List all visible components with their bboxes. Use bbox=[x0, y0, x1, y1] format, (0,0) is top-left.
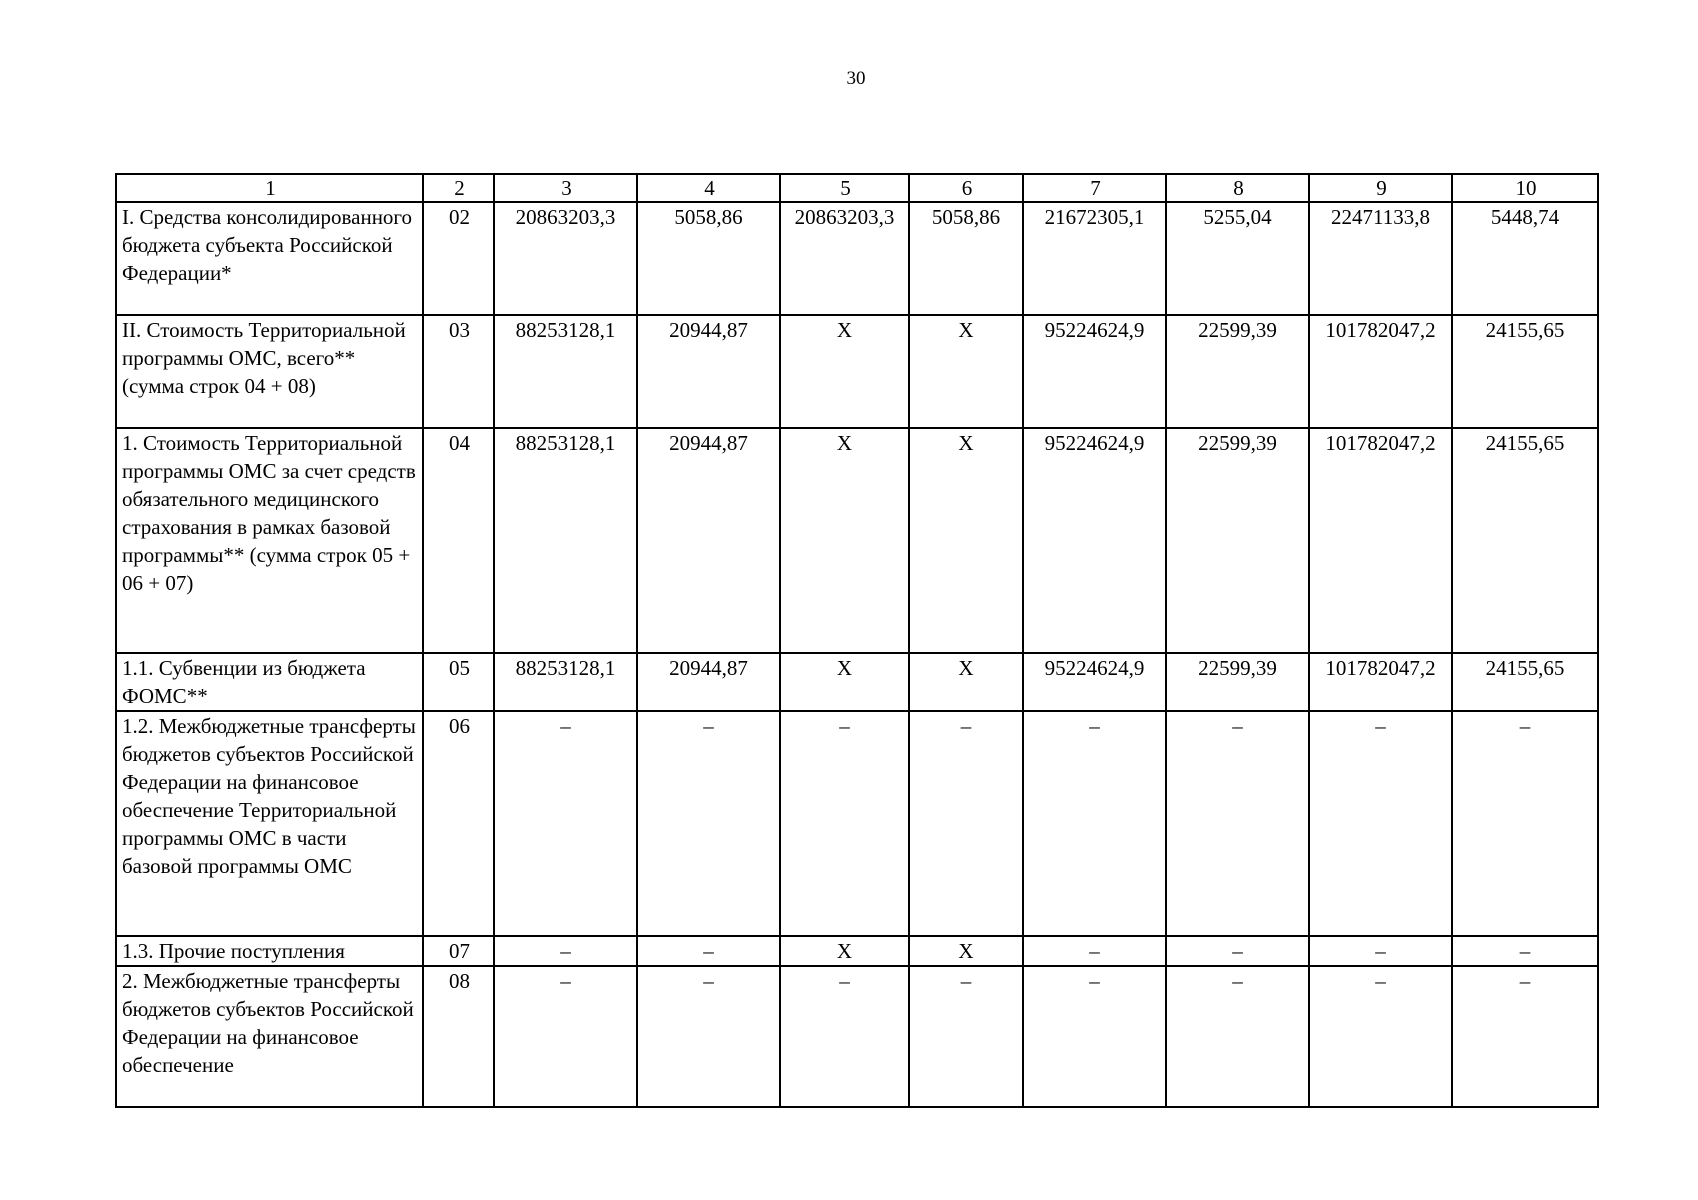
value-cell: 20944,87 bbox=[637, 315, 780, 428]
table-body bbox=[116, 174, 1598, 1107]
value-cell: – bbox=[1166, 936, 1309, 966]
column-number: 5 bbox=[780, 174, 909, 202]
value-cell: X bbox=[909, 315, 1023, 428]
row-code: 04 bbox=[423, 428, 494, 653]
value-cell: 24155,65 bbox=[1452, 428, 1598, 653]
value-cell: 20944,87 bbox=[637, 428, 780, 653]
value-cell: 22599,39 bbox=[1166, 428, 1309, 653]
value-cell: X bbox=[780, 936, 909, 966]
budget-table bbox=[115, 173, 1599, 1108]
value-cell: X bbox=[780, 653, 909, 711]
value-cell: – bbox=[1166, 711, 1309, 936]
value-cell: – bbox=[637, 966, 780, 1107]
value-cell: 22599,39 bbox=[1166, 653, 1309, 711]
value-cell: 88253128,1 bbox=[494, 315, 637, 428]
value-cell: – bbox=[1309, 711, 1452, 936]
value-cell: 5058,86 bbox=[637, 202, 780, 315]
row-name: 1.3. Прочие поступления bbox=[116, 936, 423, 966]
table-row bbox=[116, 202, 1598, 315]
table-row bbox=[116, 711, 1598, 936]
value-cell: – bbox=[1023, 966, 1166, 1107]
column-number: 6 bbox=[909, 174, 1023, 202]
value-cell: 101782047,2 bbox=[1309, 653, 1452, 711]
value-cell: 20944,87 bbox=[637, 653, 780, 711]
value-cell: X bbox=[909, 428, 1023, 653]
value-cell: – bbox=[1452, 966, 1598, 1107]
value-cell: 5448,74 bbox=[1452, 202, 1598, 315]
value-cell: 21672305,1 bbox=[1023, 202, 1166, 315]
value-cell: 22471133,8 bbox=[1309, 202, 1452, 315]
row-code: 07 bbox=[423, 936, 494, 966]
row-name: II. Стоимость Территориальной программы ОМС, всего** (сумма строк 04 + 08) bbox=[116, 315, 423, 428]
value-cell: 24155,65 bbox=[1452, 653, 1598, 711]
value-cell: – bbox=[780, 711, 909, 936]
column-number: 1 bbox=[116, 174, 423, 202]
value-cell: 101782047,2 bbox=[1309, 315, 1452, 428]
row-code: 08 bbox=[423, 966, 494, 1107]
table-row bbox=[116, 315, 1598, 428]
table-row bbox=[116, 428, 1598, 653]
column-number: 8 bbox=[1166, 174, 1309, 202]
value-cell: – bbox=[494, 711, 637, 936]
table-row bbox=[116, 653, 1598, 711]
value-cell: – bbox=[1166, 966, 1309, 1107]
value-cell: 20863203,3 bbox=[780, 202, 909, 315]
table-row bbox=[116, 936, 1598, 966]
row-code: 05 bbox=[423, 653, 494, 711]
row-name: 2. Межбюджетные трансферты бюджетов субъектов Российской Федерации на финансовое обеспечение bbox=[116, 966, 423, 1107]
value-cell: 95224624,9 bbox=[1023, 653, 1166, 711]
value-cell: – bbox=[494, 966, 637, 1107]
row-name: 1.2. Межбюджетные трансферты бюджетов субъектов Российской Федерации на финансовое обеспечение Территориальной программы ОМС в части базовой программы ОМС bbox=[116, 711, 423, 936]
row-name: I. Средства консолидированного бюджета субъекта Российской Федерации* bbox=[116, 202, 423, 315]
page-number: 30 bbox=[846, 68, 866, 89]
value-cell: – bbox=[637, 711, 780, 936]
column-number: 4 bbox=[637, 174, 780, 202]
row-code: 06 bbox=[423, 711, 494, 936]
row-name: 1. Стоимость Территориальной программы ОМС за счет средств обязательного медицинского страхования в рамках базовой программы** (сумма строк 05 + 06 + 07) bbox=[116, 428, 423, 653]
value-cell: 88253128,1 bbox=[494, 428, 637, 653]
value-cell: 95224624,9 bbox=[1023, 428, 1166, 653]
value-cell: X bbox=[780, 315, 909, 428]
row-code: 02 bbox=[423, 202, 494, 315]
value-cell: X bbox=[780, 428, 909, 653]
value-cell: 5058,86 bbox=[909, 202, 1023, 315]
row-code: 03 bbox=[423, 315, 494, 428]
value-cell: 24155,65 bbox=[1452, 315, 1598, 428]
column-number: 7 bbox=[1023, 174, 1166, 202]
column-number: 10 bbox=[1452, 174, 1598, 202]
value-cell: – bbox=[1023, 711, 1166, 936]
row-name: 1.1. Субвенции из бюджета ФОМС** bbox=[116, 653, 423, 711]
value-cell: 5255,04 bbox=[1166, 202, 1309, 315]
value-cell: – bbox=[909, 711, 1023, 936]
value-cell: – bbox=[909, 966, 1023, 1107]
value-cell: X bbox=[909, 653, 1023, 711]
column-number: 3 bbox=[494, 174, 637, 202]
column-number: 2 bbox=[423, 174, 494, 202]
column-number: 9 bbox=[1309, 174, 1452, 202]
value-cell: – bbox=[1452, 936, 1598, 966]
value-cell: 88253128,1 bbox=[494, 653, 637, 711]
value-cell: – bbox=[1309, 966, 1452, 1107]
value-cell: 95224624,9 bbox=[1023, 315, 1166, 428]
value-cell: 22599,39 bbox=[1166, 315, 1309, 428]
value-cell: 101782047,2 bbox=[1309, 428, 1452, 653]
value-cell: X bbox=[909, 936, 1023, 966]
value-cell: – bbox=[780, 966, 909, 1107]
column-number-row bbox=[116, 174, 1598, 202]
value-cell: – bbox=[494, 936, 637, 966]
value-cell: – bbox=[1023, 936, 1166, 966]
value-cell: – bbox=[637, 936, 780, 966]
value-cell: – bbox=[1452, 711, 1598, 936]
table-row bbox=[116, 966, 1598, 1107]
value-cell: – bbox=[1309, 936, 1452, 966]
value-cell: 20863203,3 bbox=[494, 202, 637, 315]
